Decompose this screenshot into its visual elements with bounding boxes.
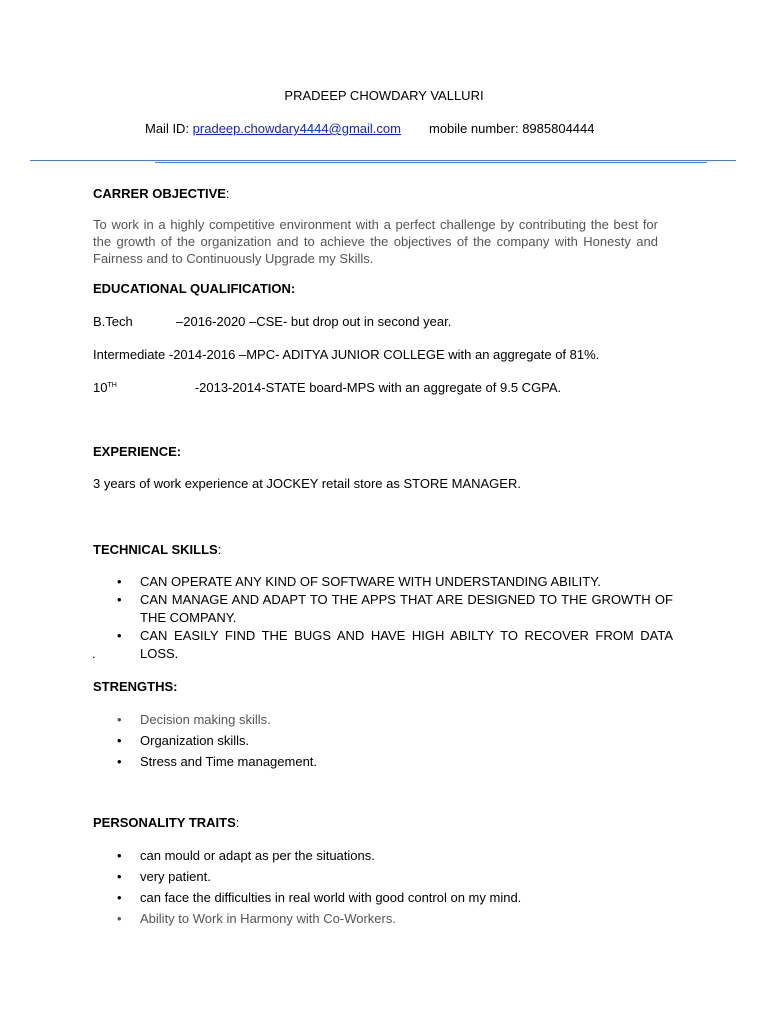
candidate-name: PRADEEP CHOWDARY VALLURI: [284, 88, 484, 103]
stray-dot: .: [92, 646, 96, 661]
header-divider-secondary: [155, 162, 707, 163]
objective-text: To work in a highly competitive environment with a perfect challenge by contributing the best for the growth of the organization and to achieve the objectives of the company with Honesty and Fairness and to Continuously Upgrade my Skills.: [93, 217, 658, 266]
list-item: • CAN EASILY FIND THE BUGS AND HAVE HIGH ABILTY TO RECOVER FROM DATA LOSS.: [93, 627, 673, 663]
list-item: • can face the difficulties in real world with good control on my mind.: [93, 887, 673, 908]
list-item: • Ability to Work in Harmony with Co-Workers.: [93, 908, 673, 929]
list-item: • CAN OPERATE ANY KIND OF SOFTWARE WITH UNDERSTANDING ABILITY.: [93, 573, 673, 591]
contact-line: [145, 121, 595, 137]
education-tenth: 10TH -2013-2014-STATE board-MPS with an aggregate of 9.5 CGPA.: [93, 380, 562, 395]
experience-text: 3 years of work experience at JOCKEY retail store as STORE MANAGER.: [93, 476, 521, 491]
objective-heading: CARRER OBJECTIVE:: [93, 186, 230, 201]
list-item: • Decision making skills.: [93, 709, 673, 730]
list-item: • Stress and Time management.: [93, 751, 673, 772]
email-link[interactable]: pradeep.chowdary4444@gmail.com: [192, 121, 401, 136]
education-heading: EDUCATIONAL QUALIFICATION:: [93, 281, 296, 296]
education-intermediate: Intermediate -2014-2016 –MPC- ADITYA JUNIOR COLLEGE with an aggregate of 81%.: [93, 347, 600, 362]
strengths-heading: STRENGTHS:: [93, 679, 178, 694]
technical-heading: TECHNICAL SKILLS:: [93, 542, 222, 557]
list-item: • very patient.: [93, 866, 673, 887]
header-divider: [30, 160, 736, 161]
list-item: • Organization skills.: [93, 730, 673, 751]
mobile-number: mobile number: 8985804444: [428, 121, 595, 136]
mail-label: Mail ID:: [145, 121, 193, 136]
technical-skills-list: [93, 573, 673, 663]
strengths-list: [93, 709, 673, 772]
education-btech: B.Tech –2016-2020 –CSE- but drop out in second year.: [93, 314, 452, 329]
personality-heading: PERSONALITY TRAITS:: [93, 815, 240, 830]
list-item: • can mould or adapt as per the situations.: [93, 845, 673, 866]
personality-list: [93, 845, 673, 929]
list-item: • CAN MANAGE AND ADAPT TO THE APPS THAT ARE DESIGNED TO THE GROWTH OF THE COMPANY.: [93, 591, 673, 627]
experience-heading: EXPERIENCE:: [93, 444, 182, 459]
